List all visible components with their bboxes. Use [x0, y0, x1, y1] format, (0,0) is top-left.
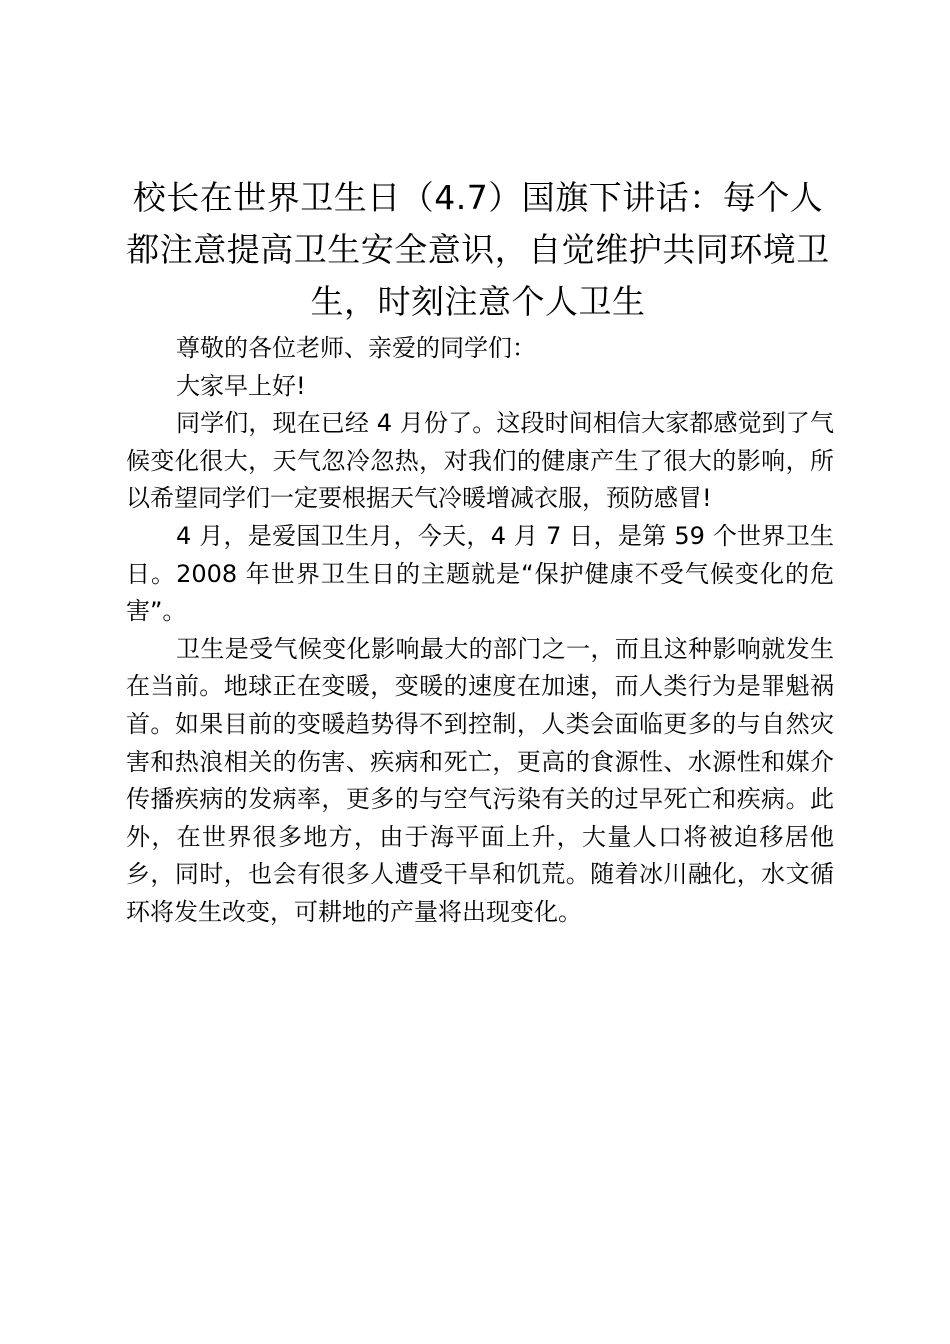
greeting: 大家早上好! [176, 371, 306, 400]
document-title: 校长在世界卫生日（4.7）国旗下讲话：每个人都注意提高卫生安全意识，自觉维护共同环境卫生，时刻注意个人卫生 [126, 178, 830, 321]
paragraph-weather: 同学们，现在已经 4 月份了。这段时间相信大家都感觉到了气候变化很大，天气忽冷忽热，对我们的健康产生了很大的影响，所以希望同学们一定要根据天气冷暖增减衣服，预防感冒! [126, 409, 834, 513]
salutation: 尊敬的各位老师、亲爱的同学们： [176, 334, 536, 362]
paragraph-climate-impact: 卫生是受气候变化影响最大的部门之一，而且这种影响就发生在当前。地球正在变暖，变暖的速度在加速，而人类行为是罪魁祸首。如果目前的变暖趋势得不到控制，人类会面临更多的与自然灾害和热浪相关的伤害、疾病和死亡，更高的食源性、水源性和媒介传播疾病的发病率，更多的与空气污染有关的过早死亡和疾病。此外，在世界很多地方，由于海平面上升，大量人口将被迫移居他乡，同时，也会有很多人遭受干旱和饥荒。随着冰川融化，水文循环将发生改变，可耕地的产量将出现变化。 [126, 634, 834, 926]
paragraph-health-day: 4 月，是爱国卫生月，今天，4 月 7 日，是第 59 个世界卫生日。2008 年世界卫生日的主题就是“保护健康不受气候变化的危害”。 [126, 521, 834, 626]
document-body [126, 330, 834, 932]
